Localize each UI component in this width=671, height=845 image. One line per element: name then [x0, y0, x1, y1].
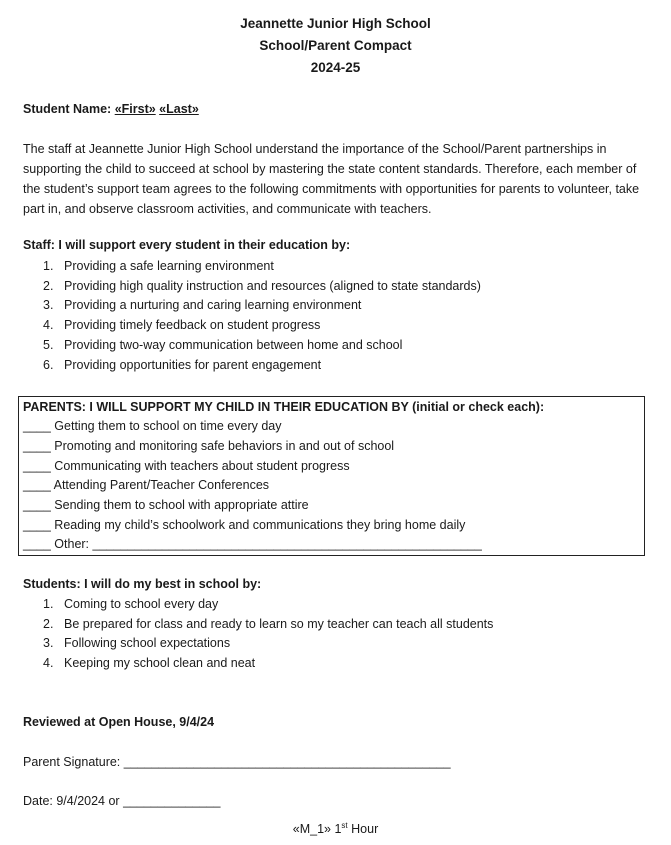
initial-blank[interactable]: ____: [23, 518, 51, 532]
parent-item-other: ____ Other: ________________________________________________________: [23, 537, 482, 551]
staff-heading: Staff: I will support every student in their education by:: [23, 238, 351, 252]
staff-item: 4. Providing timely feedback on student progress: [43, 318, 321, 332]
student-name-line: [23, 102, 199, 116]
initial-blank[interactable]: ____: [23, 419, 51, 433]
date-line: [23, 794, 220, 808]
intro-paragraph: The staff at Jeannette Junior High School understand the importance of the School/Parent partnerships in supporting the child to succeed at school by mastering the state content standards. Therefore, each member of the student’s support team agrees to the following commitments with opportunities for parents to volunteer, take part in, and observe classroom activities, and communicate with teachers.: [23, 142, 640, 216]
initial-blank[interactable]: ____: [23, 439, 51, 453]
staff-item: 2. Providing high quality instruction and resources (aligned to state standards): [43, 279, 481, 293]
parent-item: ____ Sending them to school with appropriate attire: [23, 498, 309, 512]
initial-blank[interactable]: ____: [23, 459, 51, 473]
parent-item: ____ Getting them to school on time every day: [23, 419, 282, 433]
school-year: 2024-25: [310, 60, 361, 75]
reviewed-note: Reviewed at Open House, 9/4/24: [23, 715, 215, 729]
signature-blank[interactable]: _______________________________________________: [123, 755, 451, 769]
parent-item: ____ Communicating with teachers about student progress: [23, 459, 350, 473]
signature-label: Parent Signature:: [23, 755, 121, 769]
staff-item: 3. Providing a nurturing and caring learning environment: [43, 298, 362, 312]
school-name: Jeannette Junior High School: [240, 16, 431, 31]
student-item: 1. Coming to school every day: [43, 597, 219, 611]
footer-hour: «M_1» 1st Hour: [292, 821, 379, 837]
parent-item: ____ Reading my child’s schoolwork and communications they bring home daily: [23, 518, 466, 532]
initial-blank[interactable]: ____: [23, 498, 51, 512]
parents-heading: PARENTS: I WILL SUPPORT MY CHILD IN THEIR EDUCATION BY (initial or check each):: [23, 400, 545, 414]
date-blank[interactable]: ______________: [123, 794, 221, 808]
student-item: 2. Be prepared for class and ready to learn so my teacher can teach all students: [43, 617, 494, 631]
first-name-field: «First»: [114, 102, 156, 116]
student-item: 4. Keeping my school clean and neat: [43, 656, 256, 670]
date-label: Date: 9/4/2024 or: [23, 794, 120, 808]
parent-item: ____ Attending Parent/Teacher Conferences: [23, 478, 270, 492]
students-heading: Students: I will do my best in school by:: [23, 577, 262, 591]
merge-field: «M_1»: [292, 822, 331, 837]
initial-blank[interactable]: ____: [23, 537, 51, 551]
student-item: 3. Following school expectations: [43, 636, 231, 650]
last-name-field: «Last»: [159, 102, 199, 116]
parents-commitment-box: [18, 396, 645, 556]
staff-item: 1. Providing a safe learning environment: [43, 259, 274, 273]
initial-blank[interactable]: ____: [23, 478, 51, 492]
signature-line: [23, 755, 451, 769]
staff-item: 5. Providing two-way communication between home and school: [43, 338, 403, 352]
student-name-label: Student Name:: [23, 102, 112, 116]
parent-item: ____ Promoting and monitoring safe behaviors in and out of school: [23, 439, 395, 453]
document-title: School/Parent Compact: [259, 38, 412, 53]
staff-item: 6. Providing opportunities for parent engagement: [43, 358, 322, 372]
other-blank[interactable]: ________________________________________________________: [92, 537, 482, 551]
